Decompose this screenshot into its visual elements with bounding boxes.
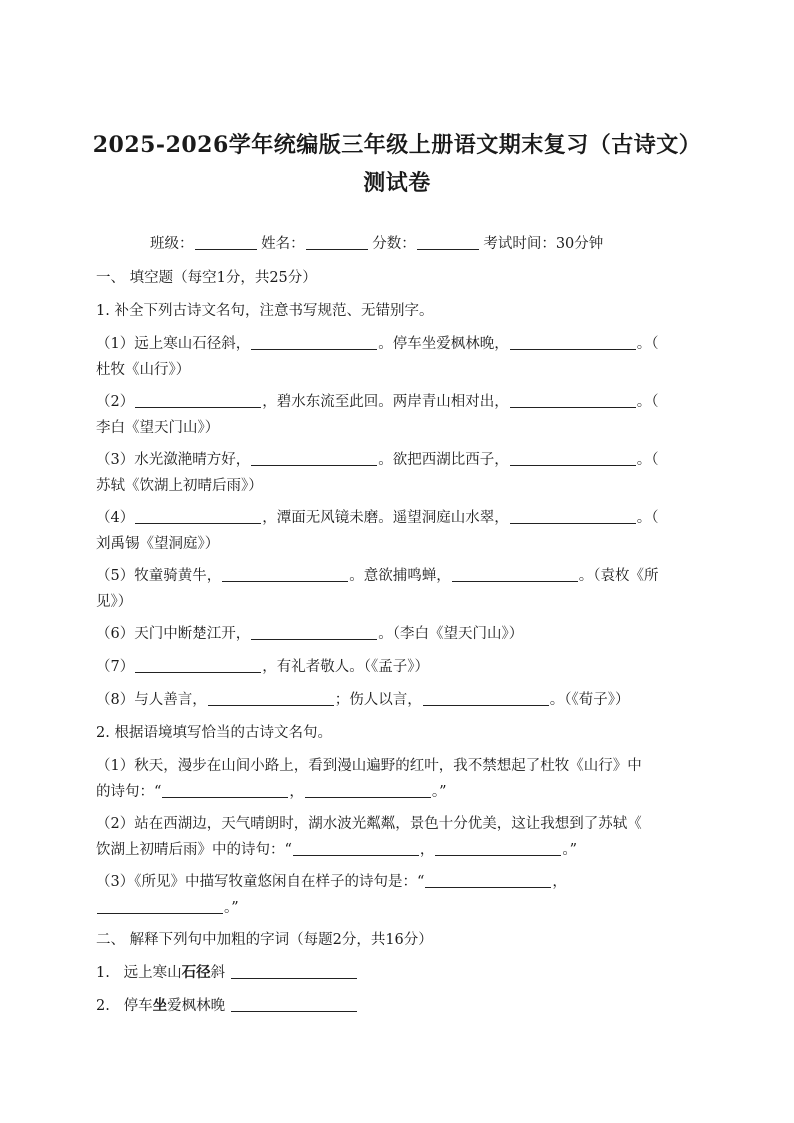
q1-item-1-source: 杜牧《山行》）	[96, 362, 191, 378]
answer-blank[interactable]	[135, 391, 261, 408]
section2-heading: 二、 解释下列句中加粗的字词（每题2分，共16分）	[96, 932, 433, 948]
answer-blank[interactable]	[423, 689, 549, 706]
q2-item-2-cont: 饮湖上初晴后雨》中的诗句：“ ， 。”	[96, 836, 706, 864]
class-blank[interactable]	[195, 233, 257, 250]
answer-blank[interactable]	[510, 507, 636, 524]
bold-word: 石径	[181, 964, 211, 981]
q1-item-8: （8）与人善言， ；伤人以言， 。（《荀子》）	[96, 686, 706, 714]
q1-item-7: （7） ，有礼者敬人。（《孟子》）	[96, 653, 706, 681]
q1-item-2: （2） ，碧水东流至此回。两岸青山相对出， 。（	[96, 388, 706, 416]
answer-blank[interactable]	[293, 839, 419, 856]
time-label: 考试时间：30分钟	[483, 236, 604, 252]
answer-blank[interactable]	[135, 656, 261, 673]
q2-item-3-cont: 。”	[96, 894, 706, 922]
answer-blank[interactable]	[208, 689, 334, 706]
answer-blank[interactable]	[510, 333, 636, 350]
s2-item-2: 2. 停车坐爱枫林晚	[96, 992, 706, 1020]
q1-instruction: 1. 补全下列古诗文名句，注意书写规范、无错别字。	[96, 303, 434, 319]
answer-blank[interactable]	[162, 781, 288, 798]
answer-blank[interactable]	[435, 839, 561, 856]
answer-blank[interactable]	[251, 623, 377, 640]
bold-word: 坐	[152, 997, 168, 1014]
q2-item-1: （1）秋天，漫步在山间小路上，看到漫山遍野的红叶，我不禁想起了杜牧《山行》中	[96, 758, 642, 774]
q1-item-4-source: 刘禹锡《望洞庭》）	[96, 536, 220, 552]
score-label: 分数：	[372, 236, 416, 252]
q2-item-2: （2）站在西湖边，天气晴朗时，湖水波光粼粼，景色十分优美，这让我想到了苏轼《	[96, 816, 642, 832]
answer-blank[interactable]	[510, 391, 636, 408]
q1-item-6: （6）天门中断楚江开， 。（李白《望天门山》）	[96, 620, 706, 648]
q1-item-3: （3）水光潋滟晴方好， 。欲把西湖比西子， 。（	[96, 446, 706, 474]
q2-item-1-cont: 的诗句：“ ， 。”	[96, 778, 706, 806]
q1-item-5: （5）牧童骑黄牛， 。意欲捕鸣蝉， 。（袁枚《所	[96, 562, 706, 590]
name-blank[interactable]	[306, 233, 368, 250]
answer-blank[interactable]	[510, 449, 636, 466]
q1-item-1: （1）远上寒山石径斜， 。停车坐爱枫林晚， 。（	[96, 330, 706, 358]
answer-blank[interactable]	[231, 995, 357, 1012]
name-label: 姓名：	[261, 236, 305, 252]
section1-heading: 一、 填空题（每空1分，共25分）	[96, 270, 317, 286]
answer-blank[interactable]	[305, 781, 431, 798]
student-info-row	[150, 230, 760, 258]
score-blank[interactable]	[417, 233, 479, 250]
q1-item-2-source: 李白《望天门山》）	[96, 420, 220, 436]
q1-item-5-source: 见》）	[96, 594, 133, 610]
q2-item-3: （3）《所见》中描写牧童悠闲自在样子的诗句是：“ ，	[96, 868, 706, 896]
q1-item-4: （4） ，潭面无风镜未磨。遥望洞庭山水翠， 。（	[96, 504, 706, 532]
q1-item-3-source: 苏轼《饮湖上初晴后雨》）	[96, 478, 263, 494]
answer-blank[interactable]	[452, 565, 578, 582]
q2-instruction: 2. 根据语境填写恰当的古诗文名句。	[96, 725, 332, 741]
answer-blank[interactable]	[135, 507, 261, 524]
class-label: 班级：	[150, 236, 194, 252]
answer-blank[interactable]	[425, 871, 551, 888]
answer-blank[interactable]	[222, 565, 348, 582]
page-title: 2025-2026学年统编版三年级上册语文期末复习（古诗文）测试卷	[92, 132, 702, 196]
answer-blank[interactable]	[231, 962, 357, 979]
answer-blank[interactable]	[251, 449, 377, 466]
answer-blank[interactable]	[251, 333, 377, 350]
answer-blank[interactable]	[97, 897, 223, 914]
s2-item-1: 1. 远上寒山石径斜	[96, 959, 706, 987]
